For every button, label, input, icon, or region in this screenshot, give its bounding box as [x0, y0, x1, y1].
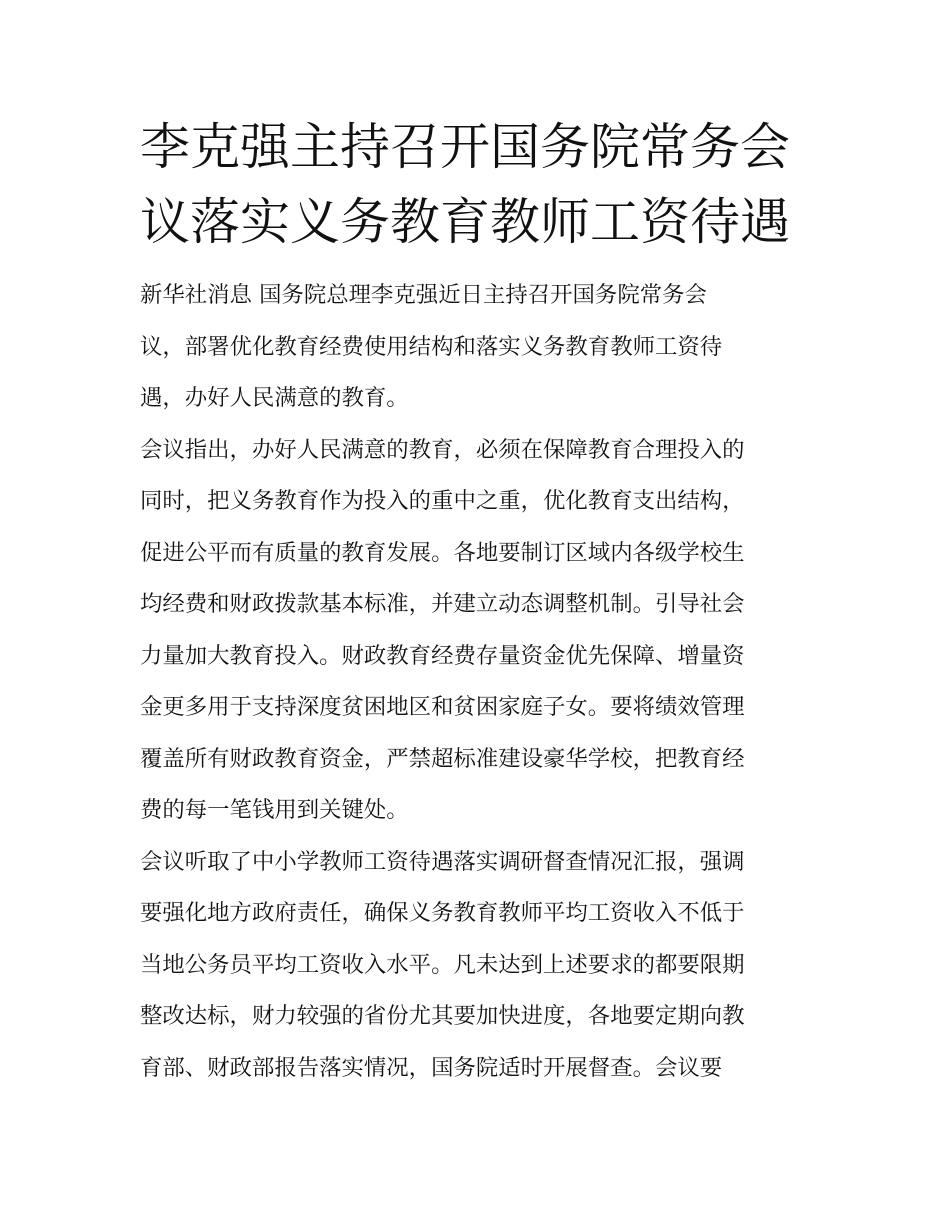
article-body	[140, 110, 812, 1094]
paragraph-2-line-3: 促进公平而有质量的教育发展。各地要制订区域内各级学校生	[140, 539, 745, 566]
paragraph-2-line-7: 覆盖所有财政教育资金，严禁超标准建设豪华学校，把教育经	[140, 745, 745, 772]
paragraph-2-line-2: 同时，把义务教育作为投入的重中之重，优化教育支出结构，	[140, 488, 745, 514]
paragraph-2-line-6: 金更多用于支持深度贫困地区和贫困家庭子女。要将绩效管理	[140, 694, 745, 720]
paragraph-1-line-1: 新华社消息 国务院总理李克强近日主持召开国务院常务会	[140, 282, 707, 308]
title-line-2: 议落实义务教育教师工资待遇	[140, 193, 790, 251]
paragraph-3-line-2: 要强化地方政府责任，确保义务教育教师平均工资收入不低于	[140, 900, 745, 926]
paragraph-1	[140, 270, 812, 425]
paragraph-1-line-3: 遇，办好人民满意的教育。	[140, 385, 409, 411]
paragraph-3-line-1: 会议听取了中小学教师工资待遇落实调研督查情况汇报，强调	[140, 848, 745, 875]
paragraph-3-line-5: 育部、财政部报告落实情况，国务院适时开展督查。会议要	[140, 1054, 723, 1081]
paragraph-2	[140, 425, 812, 837]
paragraph-2-line-8: 费的每一笔钱用到关键处。	[140, 797, 409, 823]
paragraph-2-line-1: 会议指出，办好人民满意的教育，必须在保障教育合理投入的	[140, 436, 745, 463]
paragraph-3-line-4: 整改达标，财力较强的省份尤其要加快进度，各地要定期向教	[140, 1003, 745, 1029]
paragraph-1-line-2: 议，部署优化教育经费使用结构和落实义务教育教师工资待	[140, 333, 723, 360]
title-line-1: 李克强主持召开国务院常务会	[140, 118, 790, 176]
title-spacing	[140, 260, 812, 270]
paragraph-2-line-4: 均经费和财政拨款基本标准，并建立动态调整机制。引导社会	[140, 591, 745, 617]
paragraph-2-line-5: 力量加大教育投入。财政教育经费存量资金优先保障、增量资	[140, 642, 745, 669]
paragraph-3	[140, 837, 812, 1095]
article-title	[140, 110, 812, 260]
paragraph-3-line-3: 当地公务员平均工资收入水平。凡未达到上述要求的都要限期	[140, 951, 745, 978]
